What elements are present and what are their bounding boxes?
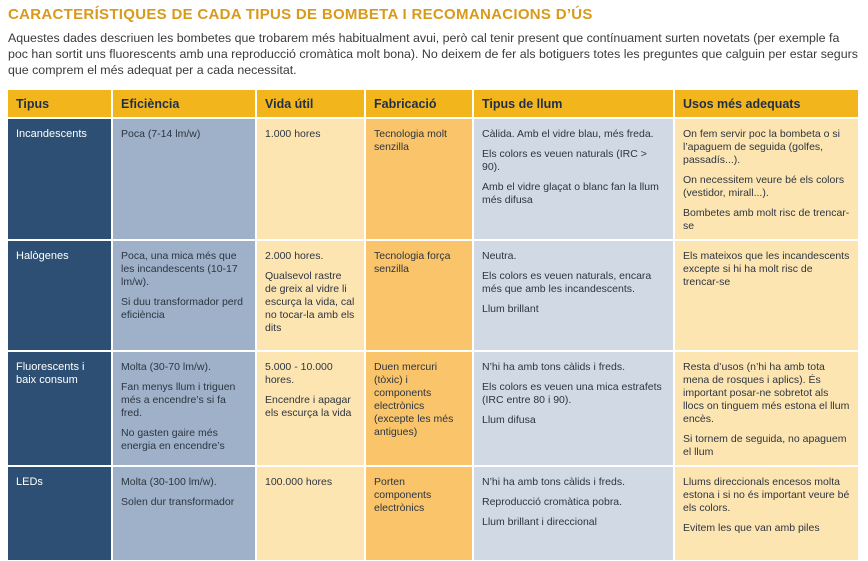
cell-text: Els colors es veuen naturals (IRC > 90). — [482, 148, 647, 173]
table-row — [8, 350, 858, 465]
cell-text: Els colors es veuen una mica estrafets (IRC entre 80 i 90). — [482, 381, 662, 406]
cell-usos — [673, 117, 858, 239]
cell-text: Fan menys llum i triguen més a encendre’s si fa fred. — [121, 381, 236, 419]
cell-vida — [255, 465, 364, 560]
cell-tipus — [8, 350, 111, 465]
cell-text: Porten components electrònics — [374, 476, 432, 514]
cell-text: Llum brillant i direccional — [482, 516, 597, 528]
cell-text: No gasten gaire més energia en encendre’s — [121, 427, 225, 452]
cell-tipus — [8, 117, 111, 239]
cell-text: 2.000 hores. — [265, 250, 324, 262]
cell-tipus — [8, 239, 111, 350]
cell-fabricacio — [364, 350, 472, 465]
header-vida-util: Vida útil — [255, 90, 364, 117]
header-usos: Usos més adequats — [673, 90, 858, 117]
cell-llum — [472, 239, 673, 350]
cell-text: Fluorescents i baix consum — [16, 361, 85, 386]
cell-text: 100.000 hores — [265, 476, 333, 488]
cell-text: On fem servir poc la bombeta o si l’apaguem de seguida (golfes, passadís...). — [683, 128, 840, 166]
table-row — [8, 465, 858, 560]
cell-text: Llums direccionals encesos molta estona i si no és important veure bé els colors. — [683, 476, 850, 514]
cell-text: Amb el vidre glaçat o blanc fan la llum més difusa — [482, 181, 659, 206]
cell-text: Poca (7-14 lm/w) — [121, 128, 201, 140]
cell-text: Si duu transformador perd eficiència — [121, 296, 243, 321]
cell-text: Llum difusa — [482, 414, 536, 426]
cell-eficiencia — [111, 239, 255, 350]
cell-text: 5.000 - 10.000 hores. — [265, 361, 333, 386]
cell-text: Tecnologia molt senzilla — [374, 128, 447, 153]
cell-text: LEDs — [16, 476, 43, 488]
header-tipus-de-llum: Tipus de llum — [472, 90, 673, 117]
cell-vida — [255, 350, 364, 465]
cell-text: Incandescents — [16, 128, 87, 140]
cell-eficiencia — [111, 117, 255, 239]
intro-paragraph: Aquestes dades descriuen les bombetes que trobarem més habitualment avui, però cal tenir present que contínuament surten novetats (per exemple fa poc han sortit uns fluorescents amb una reproducció cromàtica molt bona). No deixem de fer als botiguers totes les preguntes que calguin per estar segurs que comprem el més adequat per a cada necessitat. — [8, 31, 858, 77]
cell-usos — [673, 465, 858, 560]
cell-fabricacio — [364, 239, 472, 350]
cell-text: Neutra. — [482, 250, 517, 262]
cell-text: Poca, una mica més que les incandescents (10-17 lm/w). — [121, 250, 238, 288]
cell-text: Si tornem de seguida, no apaguem el llum — [683, 433, 847, 458]
page-title: CARACTERÍSTIQUES DE CADA TIPUS DE BOMBETA I RECOMANACIONS D’ÚS — [8, 6, 593, 23]
cell-usos — [673, 350, 858, 465]
cell-text: Halògenes — [16, 250, 69, 262]
cell-fabricacio — [364, 117, 472, 239]
cell-text: Duen mercuri (tòxic) i components electrònics (excepte les més antigues) — [374, 361, 454, 438]
cell-text: Resta d’usos (n’hi ha amb tota mena de rosques i aplics). És important posar-ne sobretot als llocs on tinguem més estona el llum encès. — [683, 361, 850, 425]
cell-llum — [472, 465, 673, 560]
cell-usos — [673, 239, 858, 350]
cell-text: Els mateixos que les incandescents excepte si hi ha molt risc de trencar-se — [683, 250, 850, 288]
cell-text: On necessitem veure bé els colors (vestidor, mirall...). — [683, 174, 845, 199]
cell-tipus — [8, 465, 111, 560]
cell-text: N’hi ha amb tons càlids i freds. — [482, 476, 625, 488]
header-fabricacio: Fabricació — [364, 90, 472, 117]
cell-text: Tecnologia força senzilla — [374, 250, 451, 275]
cell-vida — [255, 117, 364, 239]
cell-llum — [472, 350, 673, 465]
cell-text: Llum brillant — [482, 303, 539, 315]
cell-text: Reproducció cromàtica pobra. — [482, 496, 623, 508]
cell-text: Càlida. Amb el vidre blau, més freda. — [482, 128, 654, 140]
cell-llum — [472, 117, 673, 239]
header-eficiencia: Eficiència — [111, 90, 255, 117]
cell-text: Qualsevol rastre de greix al vidre li escurça la vida, cal no tocar-la amb els dits — [265, 270, 355, 334]
cell-text: Encendre i apagar els escurça la vida — [265, 394, 352, 419]
header-tipus: Tipus — [8, 90, 111, 117]
cell-text: Solen dur transformador — [121, 496, 235, 508]
cell-text: Evitem les que van amb piles — [683, 522, 820, 534]
cell-text: 1.000 hores — [265, 128, 321, 140]
cell-text: Molta (30-70 lm/w). — [121, 361, 211, 373]
table-row — [8, 117, 858, 239]
cell-text: N’hi ha amb tons càlids i freds. — [482, 361, 625, 373]
table-header-row — [8, 90, 858, 117]
cell-fabricacio — [364, 465, 472, 560]
cell-text: Molta (30-100 lm/w). — [121, 476, 217, 488]
cell-text: Bombetes amb molt risc de trencar-se — [683, 207, 850, 232]
cell-text: Els colors es veuen naturals, encara més que amb les incandescents. — [482, 270, 652, 295]
table-row — [8, 239, 858, 350]
cell-eficiencia — [111, 465, 255, 560]
cell-eficiencia — [111, 350, 255, 465]
cell-vida — [255, 239, 364, 350]
bulb-comparison-table — [8, 90, 858, 560]
